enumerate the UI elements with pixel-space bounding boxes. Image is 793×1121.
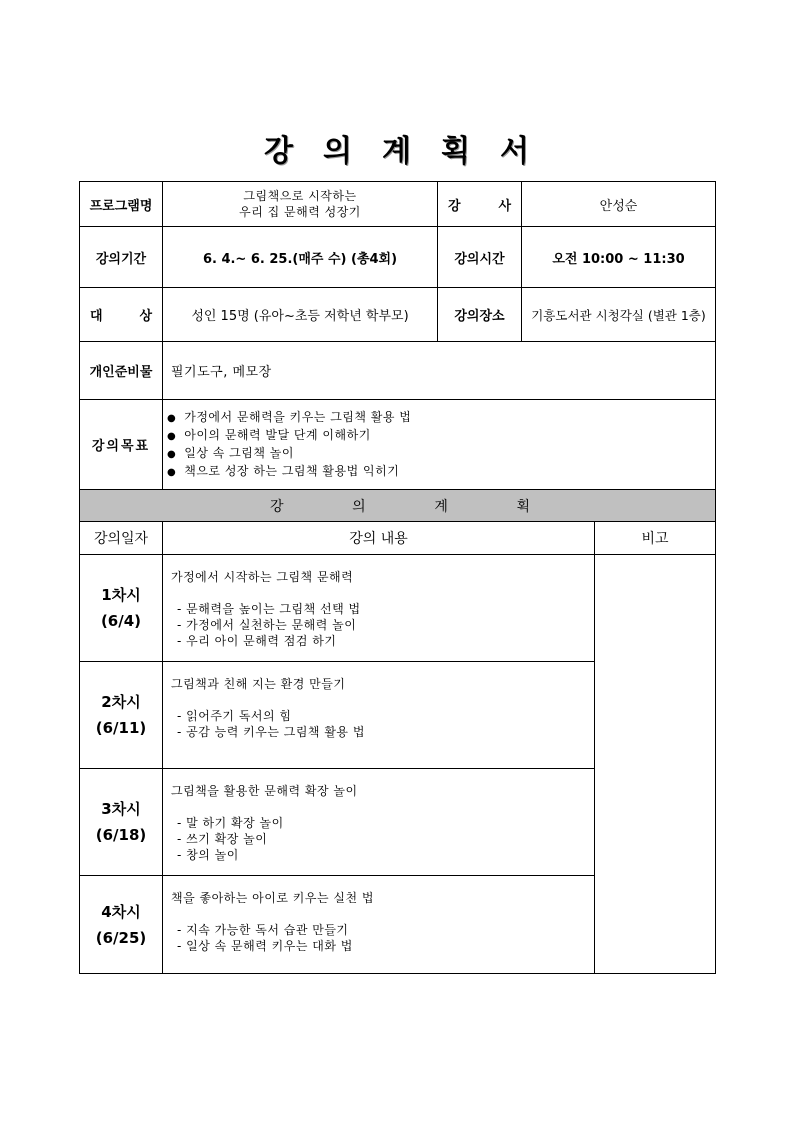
session-label-cell <box>80 769 163 876</box>
plan-section-title: 강 의 계 획 <box>80 490 716 522</box>
program-row <box>80 182 716 227</box>
supplies-value: 필기도구, 메모장 <box>163 342 716 400</box>
session-heading: 가정에서 시작하는 그림책 문해력 <box>171 570 354 584</box>
session-content <box>163 769 595 876</box>
session-content <box>163 876 595 974</box>
session-date: (6/4) <box>100 612 142 630</box>
goals-row <box>80 400 716 490</box>
session-heading: 그림책을 활용한 문해력 확장 놀이 <box>171 784 358 798</box>
goal-item: ● 책으로 성장 하는 그림책 활용법 익히기 <box>167 463 715 481</box>
session-content <box>163 662 595 769</box>
session-content <box>163 555 595 662</box>
note-cell <box>595 555 716 974</box>
session-number: 3차시 <box>101 800 141 818</box>
period-row <box>80 227 716 288</box>
goals-label: 강의목표 <box>80 400 163 490</box>
instructor-label: 강 사 <box>438 182 522 227</box>
session-item: - 읽어주기 독서의 힘 <box>177 709 292 723</box>
program-line-2: 우리 집 문해력 성장기 <box>239 205 361 219</box>
goals-cell <box>163 400 716 490</box>
session-item: - 문해력을 높이는 그림책 선택 법 <box>177 602 361 616</box>
session-heading: 책을 좋아하는 아이로 키우는 실천 법 <box>171 891 374 905</box>
document-title: 강의계획서 <box>264 134 559 169</box>
goal-item: ● 아이의 문해력 발달 단계 이해하기 <box>167 427 715 445</box>
session-item: - 지속 가능한 독서 습관 만들기 <box>177 923 349 937</box>
col-content-header: 강의 내용 <box>163 522 595 555</box>
target-label: 대 상 <box>80 288 163 342</box>
period-label: 강의기간 <box>80 227 163 288</box>
session-heading: 그림책과 친해 지는 환경 만들기 <box>171 677 346 691</box>
col-date-header: 강의일자 <box>80 522 163 555</box>
program-label: 프로그램명 <box>80 182 163 227</box>
plan-section-row <box>80 490 716 522</box>
session-item: - 공감 능력 키우는 그림책 활용 법 <box>177 725 365 739</box>
program-value <box>163 182 438 227</box>
session-number: 1차시 <box>101 586 141 604</box>
session-label-cell <box>80 876 163 974</box>
supplies-row <box>80 342 716 400</box>
place-value: 기흥도서관 시청각실 (별관 1층) <box>522 288 716 342</box>
session-date: (6/25) <box>95 928 147 947</box>
goals-list <box>163 409 715 481</box>
session-label-cell <box>80 555 163 662</box>
program-line-1: 그림책으로 시작하는 <box>243 189 357 203</box>
period-value: 6. 4.~ 6. 25.(매주 수) (총4회) <box>163 227 438 288</box>
session-label-cell <box>80 662 163 769</box>
lecture-plan-table <box>79 181 716 974</box>
col-note-header: 비고 <box>595 522 716 555</box>
session-item: - 우리 아이 문해력 점검 하기 <box>177 634 337 648</box>
target-value: 성인 15명 (유아~초등 저학년 학부모) <box>163 288 438 342</box>
time-label: 강의시간 <box>438 227 522 288</box>
goal-item: ● 가정에서 문해력을 키우는 그림책 활용 법 <box>167 409 715 427</box>
session-item: - 말 하기 확장 놀이 <box>177 816 284 830</box>
session-item: - 일상 속 문해력 키우는 대화 법 <box>177 939 353 953</box>
plan-header-row <box>80 522 716 555</box>
goal-item: ● 일상 속 그림책 놀이 <box>167 445 715 463</box>
supplies-label: 개인준비물 <box>80 342 163 400</box>
instructor-value: 안성순 <box>522 182 716 227</box>
session-date: (6/11) <box>95 719 147 737</box>
time-value: 오전 10:00 ~ 11:30 <box>522 227 716 288</box>
session-date: (6/18) <box>95 826 147 844</box>
session-row <box>80 555 716 662</box>
place-label: 강의장소 <box>438 288 522 342</box>
session-item: - 가정에서 실천하는 문해력 놀이 <box>177 618 357 632</box>
session-item: - 쓰기 확장 놀이 <box>177 832 268 846</box>
session-number: 2차시 <box>101 693 141 711</box>
session-item: - 창의 놀이 <box>177 848 239 862</box>
target-row <box>80 288 716 342</box>
session-number: 4차시 <box>101 902 141 921</box>
